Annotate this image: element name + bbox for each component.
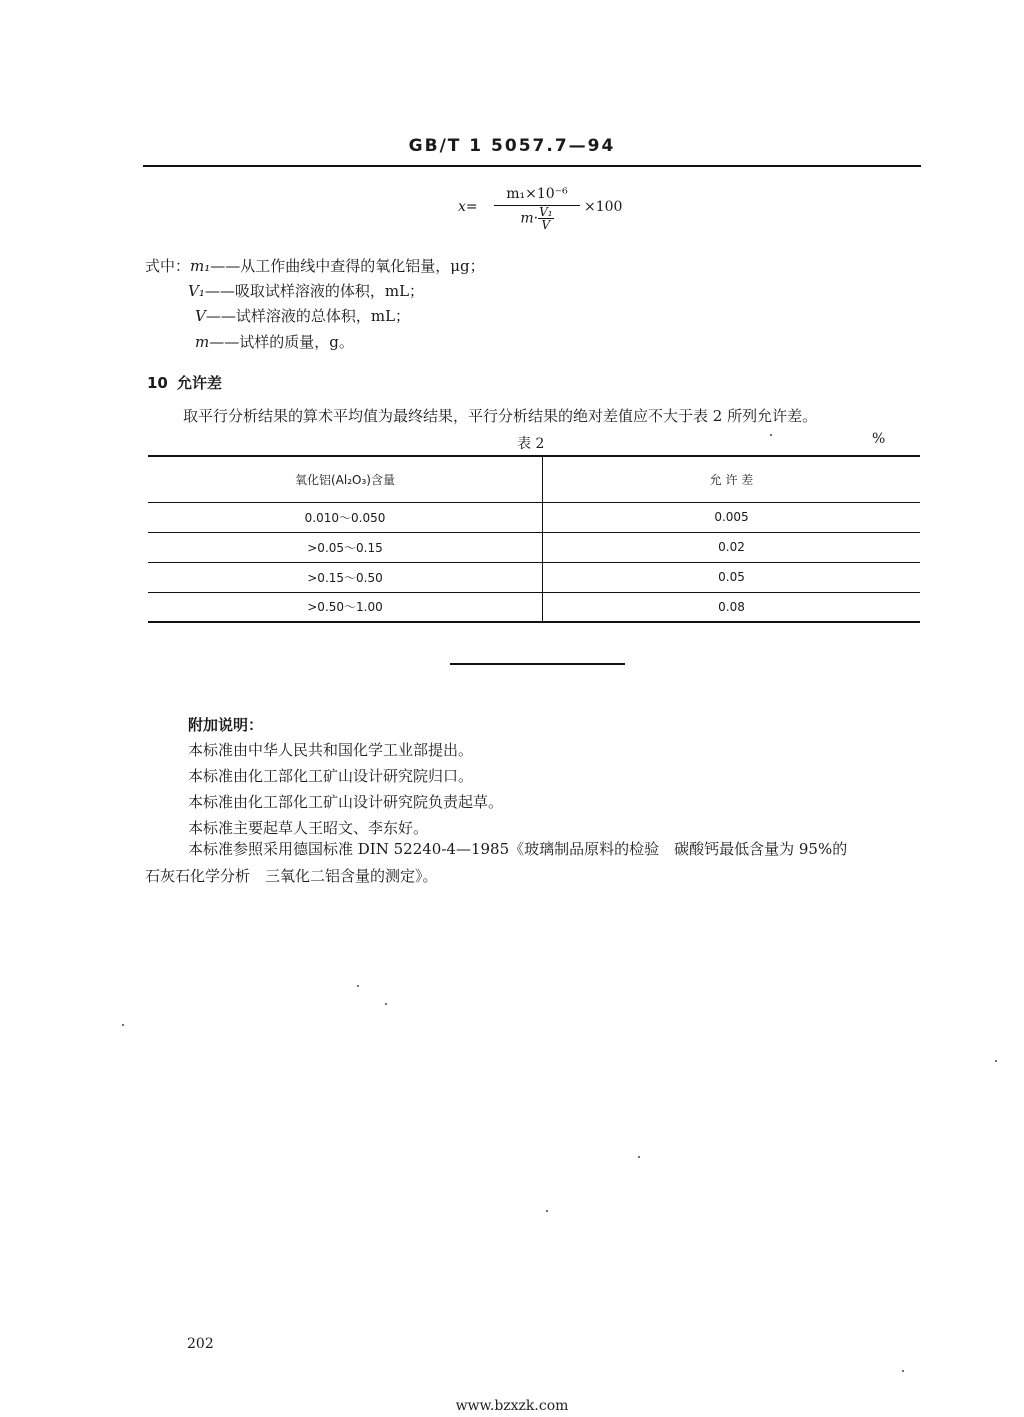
formula-denominator — [492, 206, 582, 236]
scan-speck — [638, 1156, 640, 1158]
variable-symbol: V — [195, 307, 206, 325]
table-unit: % — [872, 431, 886, 447]
variable-symbol: m₁ — [190, 257, 211, 275]
table-row — [148, 532, 920, 562]
table-header-row — [148, 456, 920, 502]
table-cell: 0.010～0.050 — [148, 502, 543, 532]
paragraph: 取平行分析结果的算术平均值为最终结果，平行分析结果的绝对差值应不大于表 2 所列允许差。 — [183, 407, 818, 425]
table-cell: 0.02 — [543, 532, 921, 562]
table-cell: >0.15～0.50 — [148, 562, 543, 592]
variable-description: ——从工作曲线中查得的氧化铝量，μg； — [210, 257, 485, 275]
note-line: 本标准主要起草人王昭文、李东好。 — [188, 819, 429, 837]
note-line: 本标准由中华人民共和国化学工业部提出。 — [188, 741, 474, 759]
section-number: 10 — [147, 374, 168, 392]
end-rule — [450, 663, 625, 665]
document-header: GB/T 1 5057.7—94 — [408, 136, 616, 156]
scan-speck — [546, 1210, 548, 1212]
website-watermark: www.bzxzk.com — [455, 1398, 569, 1414]
table-row — [148, 502, 920, 532]
note-line: 本标准参照采用德国标准 DIN 52240-4—1985《玻璃制品原料的检验 碳酸钙最低含量为 95%的 — [188, 840, 848, 858]
variable-line — [195, 306, 410, 326]
scan-speck — [770, 434, 772, 436]
table-cell: >0.05～0.15 — [148, 532, 543, 562]
variable-symbol: V₁ — [188, 282, 205, 300]
variable-description: ——吸取试样溶液的体积，mL； — [204, 282, 425, 300]
variable-line — [145, 256, 485, 276]
formula-fraction — [492, 183, 582, 236]
formula-rhs: ×100 — [584, 199, 623, 215]
header-rule — [143, 165, 921, 167]
formula-lhs: x= — [458, 199, 478, 215]
note-continuation: 石灰石化学分析 三氧化二铝含量的测定》。 — [145, 867, 438, 885]
scan-speck — [385, 1003, 387, 1005]
table-cell: 0.08 — [543, 592, 921, 622]
note-line: 本标准由化工部化工矿山设计研究院负责起草。 — [188, 793, 504, 811]
note-line: 本标准由化工部化工矿山设计研究院归口。 — [188, 767, 474, 785]
notes-title: 附加说明： — [188, 716, 264, 734]
table-row — [148, 562, 920, 592]
formula-numerator: m₁×10⁻⁶ — [506, 186, 568, 202]
page-number: 202 — [187, 1336, 214, 1352]
inner-denominator: V — [541, 218, 551, 232]
table-header-cell: 氧化铝(Al₂O₃)含量 — [148, 456, 543, 502]
inner-numerator: V₁ — [539, 205, 553, 219]
scan-speck — [995, 1060, 997, 1062]
table-header-cell: 允 许 差 — [543, 456, 921, 502]
variable-line — [188, 281, 424, 301]
variable-symbol: m — [195, 333, 210, 351]
variable-prefix: 式中： — [145, 257, 191, 275]
formula-denominator-prefix: m· — [520, 210, 539, 227]
variable-line — [195, 332, 354, 352]
section-heading — [147, 372, 222, 393]
inner-fraction — [538, 206, 553, 231]
tolerance-table — [148, 455, 920, 623]
scan-speck — [122, 1024, 124, 1026]
scan-speck — [902, 1370, 904, 1372]
variable-description: ——试样的质量，g。 — [209, 333, 354, 351]
formula — [458, 183, 638, 243]
scan-speck — [357, 985, 359, 987]
table-cell: 0.05 — [543, 562, 921, 592]
table-row — [148, 592, 920, 622]
section-title: 允许差 — [177, 374, 223, 392]
variable-description: ——试样溶液的总体积，mL； — [205, 307, 411, 325]
table-caption: 表 2 — [517, 436, 545, 452]
table-cell: >0.50～1.00 — [148, 592, 543, 622]
table-cell: 0.005 — [543, 502, 921, 532]
